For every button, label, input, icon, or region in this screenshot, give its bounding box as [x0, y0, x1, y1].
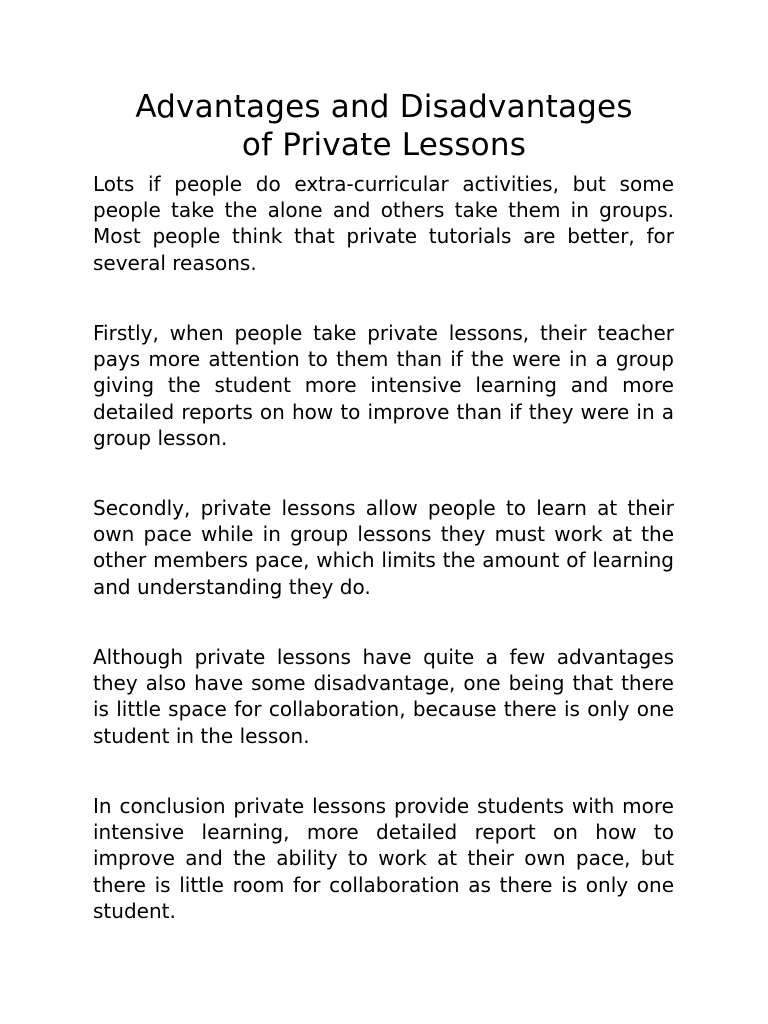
title-line-1: Advantages and Disadvantages [135, 89, 633, 125]
document-title [80, 88, 688, 164]
title-line-2: of Private Lessons [241, 127, 527, 163]
paragraph-firstly: Firstly, when people take private lessons, their teacher pays more attention to them than if the were in a group giving the student more intensive learning and more detailed reports on how to improve than if they were in a group lesson. [93, 321, 674, 450]
paragraph-introduction: Lots if people do extra-curricular activities, but some people take the alone and others take them in groups. Most people think that private tutorials are better, for several reasons. [93, 172, 674, 275]
paragraph-conclusion: In conclusion private lessons provide students with more intensive learning, more detailed report on how to improve and the ability to work at their own pace, but there is little room for collaboration as there is only one student. [93, 794, 674, 923]
paragraph-although: Although private lessons have quite a few advantages they also have some disadvantage, one being that there is little space for collaboration, because there is only one student in the lesson. [93, 645, 674, 748]
paragraph-secondly: Secondly, private lessons allow people to learn at their own pace while in group lessons they must work at the other members pace, which limits the amount of learning and understanding they do. [93, 496, 674, 599]
